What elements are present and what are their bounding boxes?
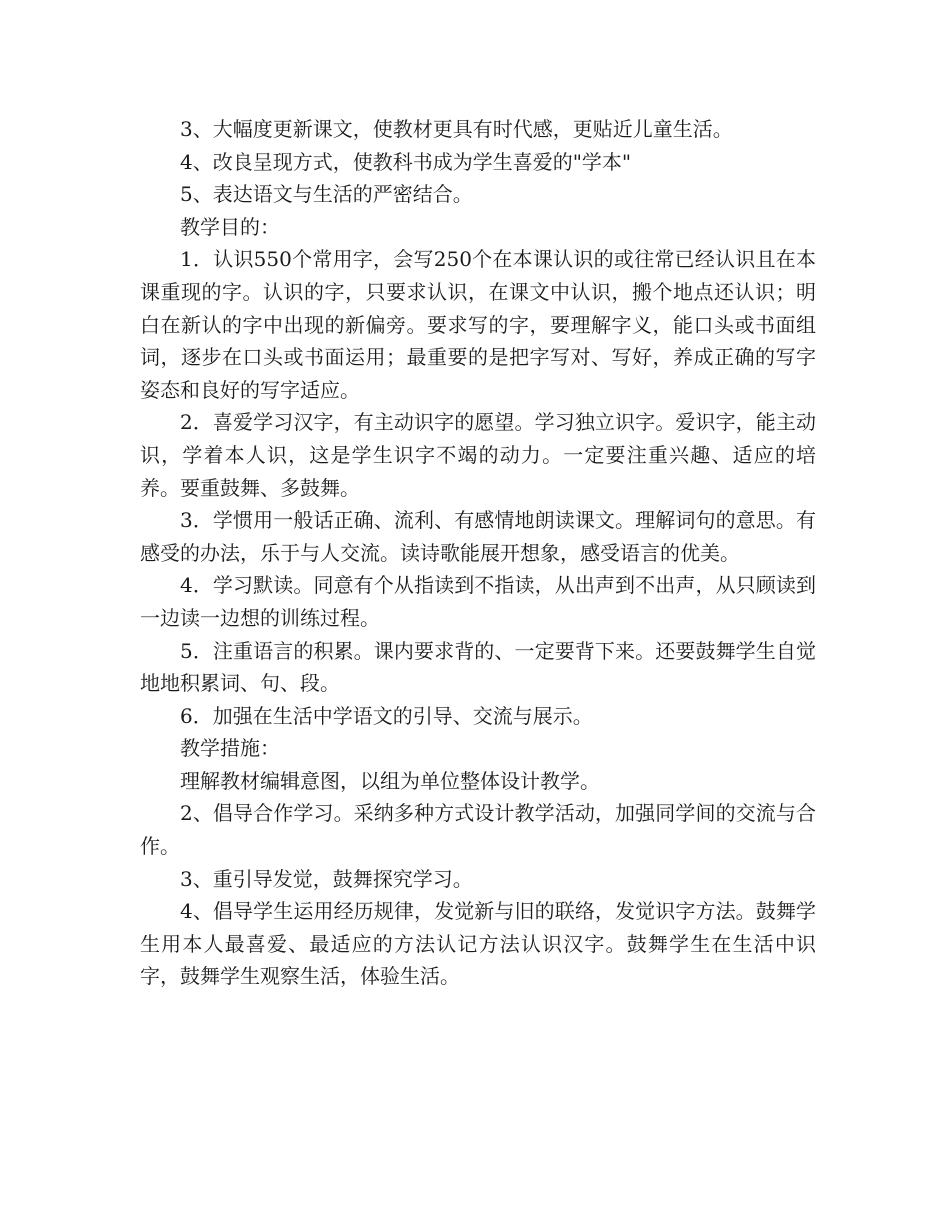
objective-item-2: 2．喜爱学习汉字，有主动识字的愿望。学习独立识字。爱识字，能主动识，学着本人识，这是学生识字不竭的动力。一定要注重兴趣、适应的培养。要重鼓舞、多鼓舞。 bbox=[140, 410, 816, 500]
measure-item-1: 理解教材编辑意图，以组为单位整体设计教学。 bbox=[180, 768, 600, 793]
measure-item-2: 2、倡导合作学习。采纳多种方式设计教学活动，加强同学间的交流与合作。 bbox=[140, 801, 816, 859]
paragraph-item-4: 4、改良呈现方式，使教科书成为学生喜爱的"学本" bbox=[180, 149, 632, 174]
measure-item-4: 4、倡导学生运用经历规律，发觉新与旧的联络，发觉识字方法。鼓舞学生用本人最喜爱、最适应的方法认记方法认识汉字。鼓舞学生在生活中识字，鼓舞学生观察生活，体验生活。 bbox=[140, 899, 816, 989]
objective-item-4: 4．学习默读。同意有个从指读到不指读，从出声到不出声，从只顾读到一边读一边想的训练过程。 bbox=[140, 573, 816, 630]
paragraph-item-3: 3、大幅度更新课文，使教材更具有时代感，更贴近儿童生活。 bbox=[180, 117, 733, 141]
objective-item-5: 5．注重语言的积累。课内要求背的、一定要背下来。还要鼓舞学生自觉地地积累词、句、段。 bbox=[140, 638, 816, 696]
paragraph-item-5: 5、表达语文与生活的严密结合。 bbox=[180, 182, 473, 207]
section-heading-measures: 教学措施： bbox=[180, 736, 280, 761]
objective-item-6: 6．加强在生活中学语文的引导、交流与展示。 bbox=[180, 703, 593, 728]
objective-item-1: 1．认识550个常用字，会写250个在本课认识的或往常已经认识且在本课重现的字。认识的字，只要求认识，在课文中认识，搬个地点还认识；明白在新认的字中出现的新偏旁。要求写的字，要理解字义，能口头或书面组词，逐步在口头或书面运用；最重要的是把字写对、写好，养成正确的写字姿态和良好的写字适应。 bbox=[140, 247, 816, 402]
section-heading-objectives: 教学目的： bbox=[180, 214, 280, 239]
measure-item-3: 3、重引导发觉，鼓舞探究学习。 bbox=[180, 866, 473, 891]
document-body bbox=[140, 113, 816, 993]
objective-item-3: 3．学惯用一般话正确、流利、有感情地朗读课文。理解词句的意思。有感受的办法，乐于与人交流。读诗歌能展开想象，感受语言的优美。 bbox=[140, 508, 816, 565]
